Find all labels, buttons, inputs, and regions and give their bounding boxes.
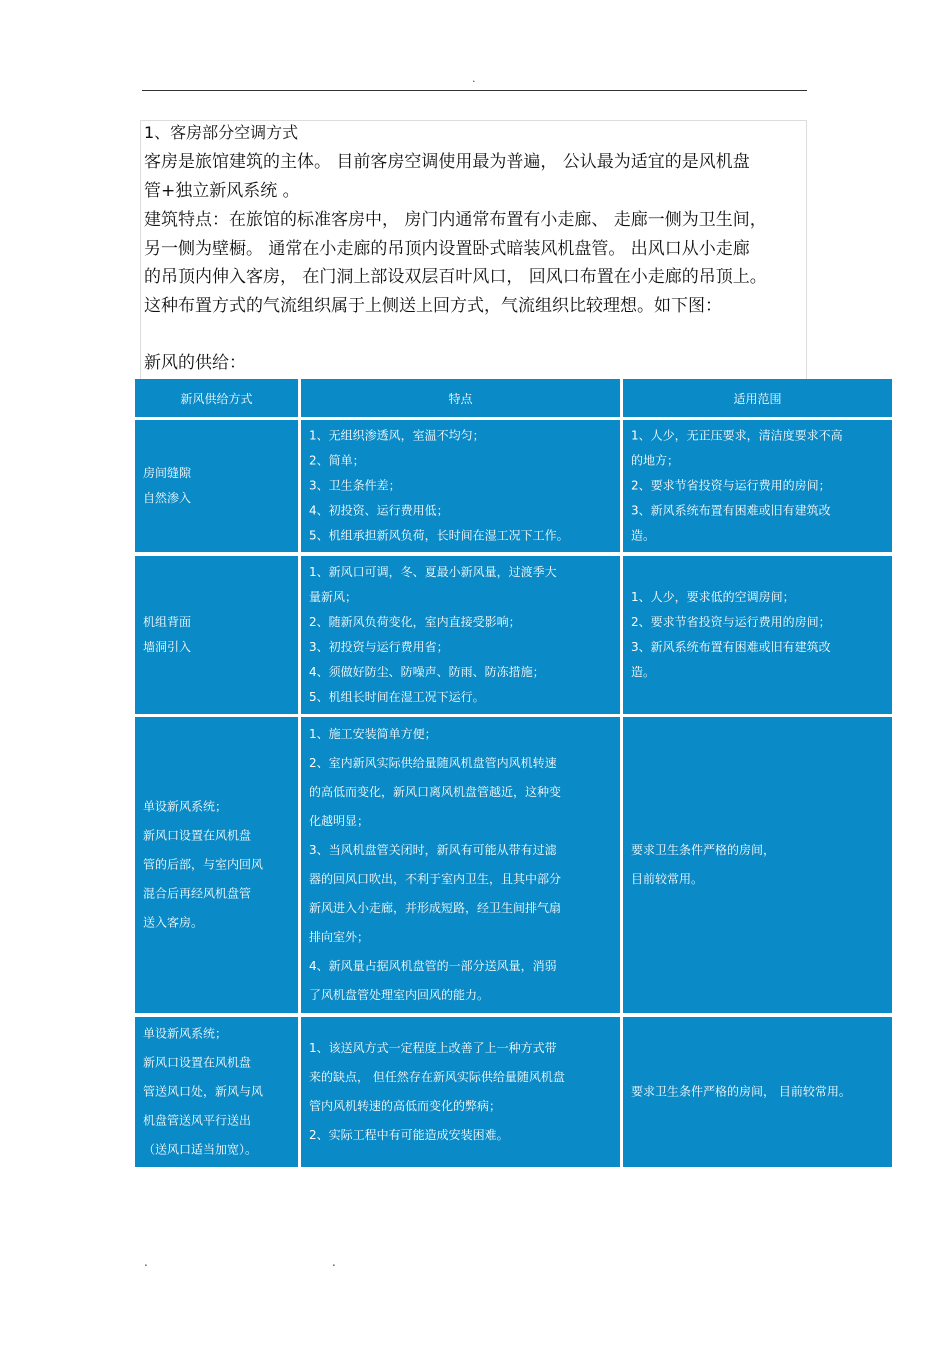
paragraph-line: 的吊顶内伸入客房， 在门洞上部设双层百叶风口， 回风口布置在小走廊的吊顶上。	[144, 267, 767, 287]
table-row-2-scope: 1、人少，要求低的空调房间； 2、要求节省投资与运行费用的房间； 3、新风系统布置有困难或旧有建筑改 造。	[623, 556, 892, 714]
table-header-features: 特点	[301, 379, 620, 417]
table-row-3-method: 单设新风系统； 新风口设置在风机盘 管的后部，与室内回风 混合后再经风机盘管 送入客房。	[135, 717, 298, 1013]
table-row-2-features: 1、新风口可调，冬、夏最小新风量，过渡季大 量新风； 2、随新风负荷变化，室内直接受影响； 3、初投资与运行费用省； 4、须做好防尘、防噪声、防雨、防冻措施； 5、机组长时间在湿工况下运行。	[301, 556, 620, 714]
table-row-3-scope: 要求卫生条件严格的房间， 目前较常用。	[623, 717, 892, 1013]
footer-dot-right: .	[332, 1255, 336, 1269]
table-header-scope: 适用范围	[623, 379, 892, 417]
table-row-4-features: 1、该送风方式一定程度上改善了上一种方式带 来的缺点， 但任然存在新风实际供给量随风机盘 管内风机转速的高低而变化的弊病； 2、实际工程中有可能造成安装困难。	[301, 1017, 620, 1167]
table-row-1-scope: 1、人少，无正压要求，清洁度要求不高 的地方； 2、要求节省投资与运行费用的房间； 3、新风系统布置有困难或旧有建筑改 造。	[623, 420, 892, 552]
header-dot: .	[472, 72, 476, 85]
paragraph-line: 另一侧为壁橱。 通常在小走廊的吊顶内设置卧式暗装风机盘管。 出风口从小走廊	[144, 239, 750, 259]
paragraph-line: 管+独立新风系统 。	[144, 181, 300, 201]
paragraph-line: 建筑特点：在旅馆的标准客房中， 房门内通常布置有小走廊、 走廊一侧为卫生间，	[144, 210, 767, 230]
paragraph-line: 客房是旅馆建筑的主体。 目前客房空调使用最为普遍， 公认最为适宜的是风机盘	[144, 152, 750, 172]
table-row-3-features: 1、施工安装简单方便； 2、室内新风实际供给量随风机盘管内风机转速 的高低而变化，新风口离风机盘管越近，这种变 化越明显； 3、当风机盘管关闭时，新风有可能从带有过滤 器的回风口吹出，不利于室内卫生，且其中部分 新风进入小走廊，并形成短路，经卫生间排气扇 排向室外； 4、新风量占据风机盘管的一部分送风量，消弱 了风机盘管处理室内回风的能力。	[301, 717, 620, 1013]
header-rule	[142, 90, 807, 91]
table-row-1-method: 房间缝隙 自然渗入	[135, 420, 298, 552]
table-row-4-scope: 要求卫生条件严格的房间， 目前较常用。	[623, 1017, 892, 1167]
table-row-2-method: 机组背面 墙洞引入	[135, 556, 298, 714]
table-caption: 新风的供给：	[144, 353, 246, 373]
paragraph-line: 这种布置方式的气流组织属于上侧送上回方式，气流组织比较理想。如下图：	[144, 296, 722, 316]
section-heading: 1、客房部分空调方式	[144, 123, 299, 142]
table-row-4-method: 单设新风系统； 新风口设置在风机盘 管送风口处，新风与风 机盘管送风平行送出 （送风口适当加宽）。	[135, 1017, 298, 1167]
footer-dot-left: .	[144, 1255, 148, 1269]
table-header-method: 新风供给方式	[135, 379, 298, 417]
table-row-1-features: 1、无组织渗透风，室温不均匀； 2、简单； 3、卫生条件差； 4、初投资、运行费用低； 5、机组承担新风负荷，长时间在湿工况下工作。	[301, 420, 620, 552]
